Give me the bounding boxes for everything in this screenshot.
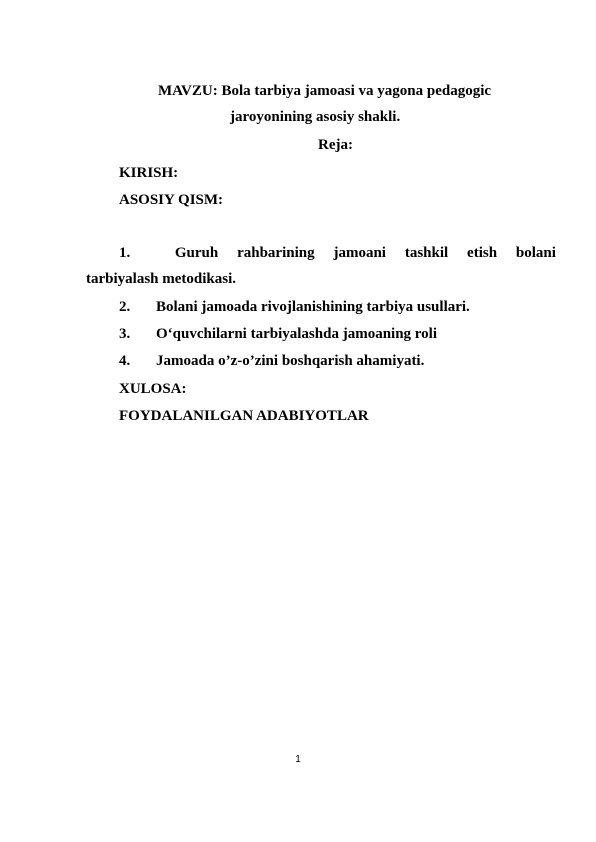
document-title-line-2: jaroyonining asosiy shakli. [230, 109, 401, 125]
plan-item-4 [119, 352, 424, 370]
plan-item-number: 2. [119, 299, 131, 315]
plan-item-word: Guruh [174, 245, 219, 261]
section-intro: KIRISH: [119, 165, 179, 181]
plan-label: Reja: [318, 137, 353, 153]
plan-item-text: O‘quvchilarni tarbiyalashda jamoaning roli [156, 326, 438, 342]
plan-item-word: jamoani [333, 245, 386, 261]
plan-item-text: Jamoada o’z-o’zini boshqarish ahamiyati. [156, 353, 425, 369]
plan-item-word: bolani [515, 245, 556, 261]
document-title-line-1: MAVZU: Bola tarbiya jamoasi va yagona pedagogic [158, 83, 492, 99]
plan-item-word: rahbarining [237, 245, 315, 261]
plan-item-1-continuation: tarbiyalash metodikasi. [86, 271, 237, 287]
plan-item-word: tashkil [404, 245, 449, 261]
plan-item-text: Bolani jamoada rivojlanishining tarbiya usullari. [156, 299, 470, 315]
plan-item-number: 1. [119, 245, 131, 261]
plan-item-number: 3. [119, 326, 131, 342]
plan-item-2 [119, 298, 470, 316]
plan-item-word: etish [467, 245, 498, 261]
section-main-part: ASOSIY QISM: [119, 192, 224, 208]
section-references: FOYDALANILGAN ADABIYOTLAR [119, 408, 369, 424]
plan-item-number: 4. [119, 353, 131, 369]
page-number: 1 [295, 754, 301, 765]
plan-item-3 [119, 325, 437, 343]
plan-item-1 [119, 244, 556, 262]
section-conclusion: XULOSA: [119, 381, 187, 397]
